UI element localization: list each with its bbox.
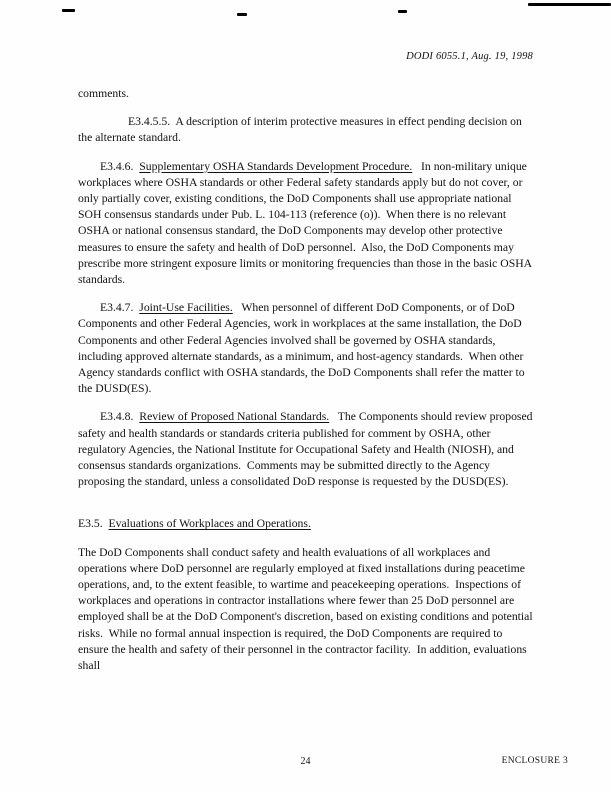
paragraph-text: When personnel of different DoD Components, or of DoD Components and other Federal Agencies, work in workplaces at the same installation, the DoD Components and other Federal Agencies involved shall be governed by OSHA standards, including approved alternate standards, as a minimum, and host-agency standards. When other Agency standards conflict with OSHA standards, the DoD Components shall refer the matter to the DUSD(ES). <box>78 301 528 396</box>
paragraph-e3.4.6 <box>78 159 534 289</box>
paragraph-e3.4.5.5 <box>78 114 534 146</box>
paragraph-number: E3.4.8. <box>100 410 140 424</box>
paragraph-e3.4.8 <box>78 409 534 490</box>
paragraph-number: E3.4.7. <box>100 301 140 315</box>
enclosure-label: ENCLOSURE 3 <box>501 756 568 766</box>
section-title: Evaluations of Workplaces and Operations. <box>108 517 311 531</box>
doc-citation: DODI 6055.1, Aug. 19, 1998 <box>406 51 533 62</box>
paragraph-text: E3.4.5.5. A description of interim protective measures in effect pending decision on the alternate standard. <box>78 115 525 145</box>
paragraph-text: The DoD Components shall conduct safety and health evaluations of all workplaces and operations where DoD personnel are regularly employed at fixed installations during peacetime operations, and, to the extent feasible, to wartime and peacekeeping operations. Inspections of workplaces and operations in contractor installations where fewer than 25 DoD personnel are employed shall be at the DoD Component's discretion, based on existing conditions and potential risks. While no formal annual inspection is required, the DoD Components are required to ensure the health and safety of their personnel in the contractor facility. In addition, evaluations shall <box>78 545 536 673</box>
scan-artifact <box>528 3 611 6</box>
paragraph-heading: Supplementary OSHA Standards Development Procedure. <box>139 159 413 173</box>
paragraph-text: comments. <box>78 87 129 100</box>
paragraph-text: In non-military unique workplaces where OSHA standards or other Federal safety standards apply but do not cover, or only partially cover, existing conditions, the DoD Components shall use appropriate national SOH consensus standards under Pub. L. 104-113 (reference (o)). When there is no relevant OSHA or national consensus standard, the DoD Components may develop other protective measures to ensure the safety and health of DoD personnel. Also, the DoD Components may prescribe more stringent exposure limits or monitoring frequencies than those in the basic OSHA standards. <box>78 159 535 287</box>
document-body <box>78 86 534 686</box>
scan-artifact <box>62 9 75 12</box>
document-footer <box>0 756 611 770</box>
scan-artifact <box>398 10 407 13</box>
paragraph-heading: Joint-Use Facilities. <box>139 301 233 315</box>
paragraph-continuation <box>78 86 534 102</box>
paragraph-number: E3.4.6. <box>100 159 140 173</box>
page-number: 24 <box>300 756 311 767</box>
paragraph-text: The Components should review proposed safety and health standards or standards criteria published for comment by OSHA, other regulatory Agencies, the National Institute for Occupational Safety and Health (NIOSH), and consensus standards organizations. Comments may be submitted directly to the Agency proposing the standard, unless a consolidated DoD response is requested by the DUSD(ES). <box>78 410 536 489</box>
section-number: E3.5. <box>78 517 109 531</box>
document-header <box>78 51 533 62</box>
paragraph-heading: Review of Proposed National Standards. <box>139 410 330 424</box>
paragraph-e3.5-body <box>78 545 534 675</box>
paragraph-e3.4.7 <box>78 300 534 397</box>
scan-artifact <box>237 13 247 16</box>
section-heading-e3.5 <box>78 516 534 532</box>
